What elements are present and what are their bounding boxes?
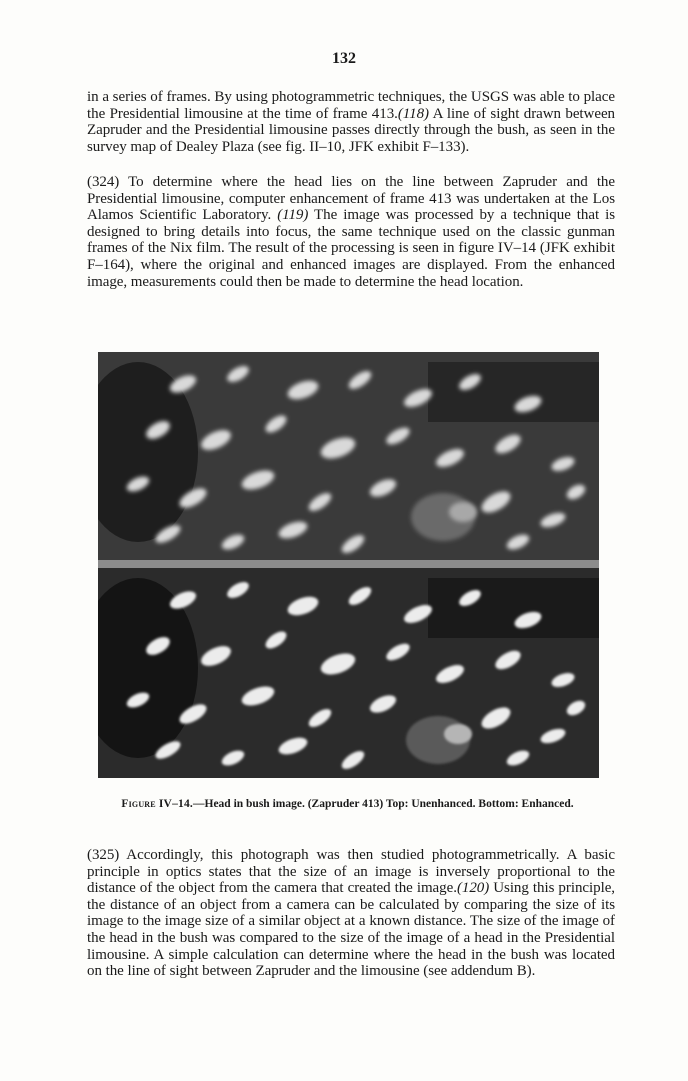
paragraph-top (87, 89, 615, 155)
figure-photo-pair (98, 352, 599, 778)
paragraph-top-text: in a series of frames. By using photogrammetric techniques, the USGS was able to place the Presidential limousine at the time of frame 413. (87, 89, 615, 122)
page-number: 132 (332, 50, 356, 67)
footnote-ref-118: (118) (397, 105, 429, 122)
paragraph-324 (87, 174, 615, 290)
paragraph-top-text-cont: A line of sight drawn between Zapruder and the Presidential limousine passes directly through the bush, as seen in the survey map of Dealey Plaza (see fig. II–10, JFK exhibit F–133). (87, 105, 616, 155)
figure-caption-text: —Head in bush image. (Zapruder 413) Top: Unenhanced. Bottom: Enhanced. (193, 798, 574, 810)
enhanced-image (98, 568, 599, 778)
unenhanced-image (98, 352, 599, 560)
paragraph-325-text-cont: Using this principle, the distance of an object from a camera can be calculated by comparing the size of its image to the image size of a similar object at a known distance. The size of the image of the head in the bush was compared to the size of the image of a head in the Presidential limousine. A simple calculation can determine where the head in the bush was located on the line of sight between Zapruder and the limousine (see addendum B). (87, 880, 615, 980)
figure-caption (75, 797, 620, 812)
paragraph-324-text: (324) To determine where the head lies on the line between Zapruder and the Presidential limousine, computer enhancement of frame 413 was undertaken at the Los Alamos Scientific Laboratory. (87, 174, 615, 224)
paragraph-325-text: (325) Accordingly, this photograph was then studied photogrammetrically. A basic principle in optics states that the size of an image is inversely proportional to the distance of the object from the camera that created the image. (87, 847, 615, 897)
figure-head-in-bush (98, 352, 599, 778)
paragraph-325 (87, 847, 615, 980)
footnote-ref-119: (119) (277, 207, 309, 224)
paragraph-324-text-cont: The image was processed by a technique that is designed to bring details into focus, the same technique used on the classic gunman frames of the Nix film. The result of the processing is seen in figure IV–14 (JFK exhibit F–164), where the original and enhanced images are displayed. From the enhanced image, measurements could then be made to determine the head location. (87, 207, 615, 290)
figure-label: Figure IV–14. (121, 798, 193, 810)
footnote-ref-120: (120) (456, 880, 490, 897)
